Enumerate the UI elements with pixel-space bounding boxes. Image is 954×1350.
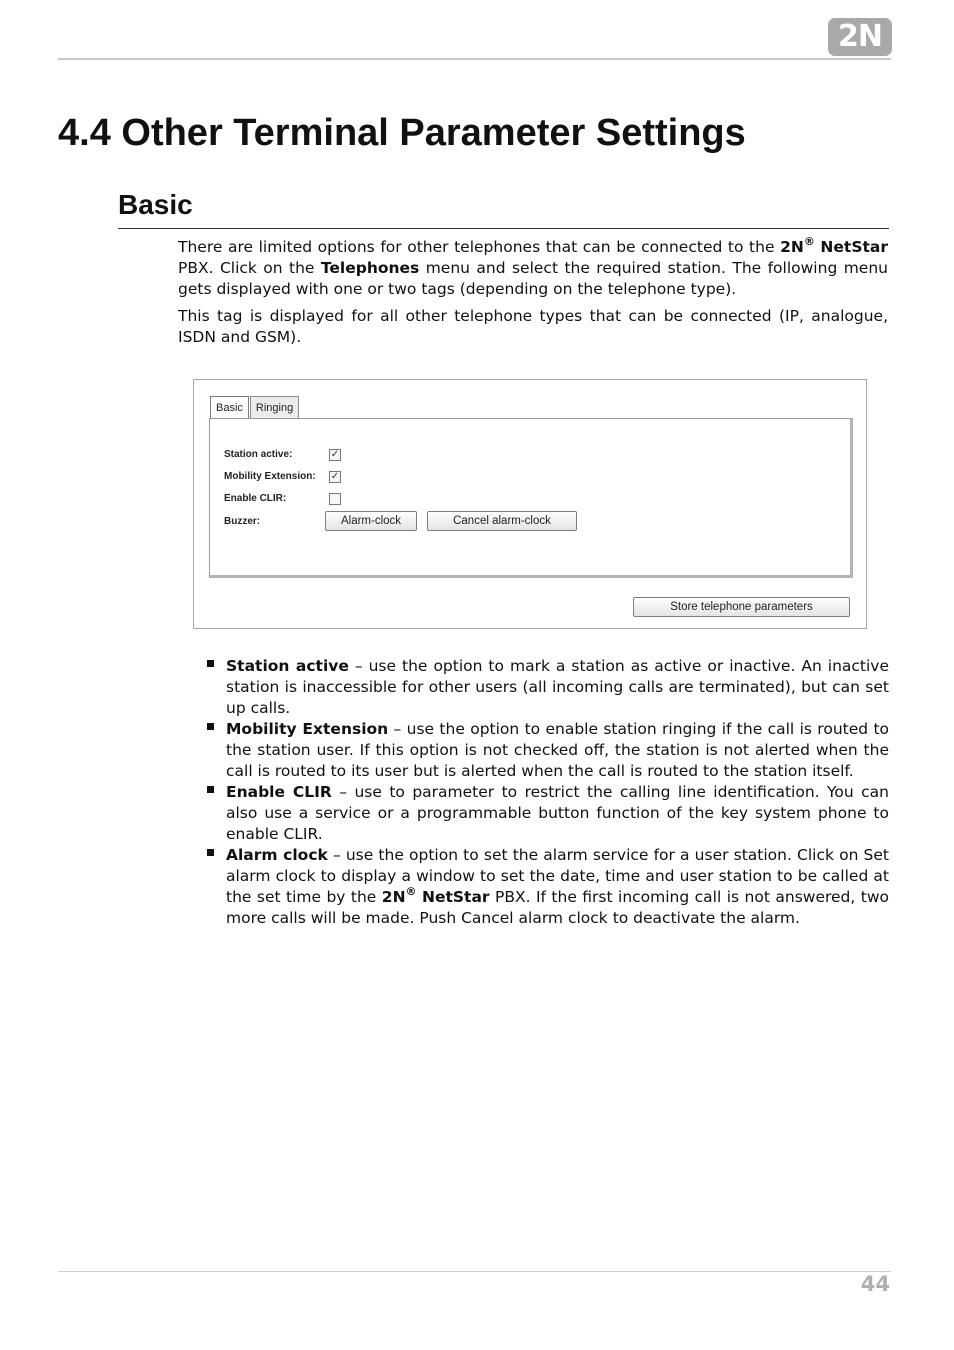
mobility-extension-label: Mobility Extension: [224,471,316,482]
brand-logo: 2N [828,18,892,56]
page-title: 4.4 Other Terminal Parameter Settings [58,112,746,154]
station-active-checkbox[interactable]: ✓ [330,449,340,460]
enable-clir-label: Enable CLIR: [224,493,287,504]
bullet-square-icon [207,849,214,856]
enable-clir-checkbox[interactable] [329,493,341,505]
list-item: Station active – use the option to mark a station as active or inactive. An inactive station is inaccessible for other users (all incoming calls are terminated), but can set up calls. [205,656,889,719]
telephone-settings-screenshot [193,379,867,629]
list-item: Alarm clock – use the option to set the alarm service for a user station. Click on Set alarm clock to display a window to set the date, time and user station to be called at the set time by the 2N® NetStar PBX. If the first incoming call is not answered, two more calls will be made. Push Cancel alarm clock to deactivate the alarm. [205,845,889,929]
bullet-square-icon [207,660,214,667]
header-rule [58,58,891,60]
bullet-square-icon [207,786,214,793]
tag-description-paragraph: This tag is displayed for all other telephone types that can be connected (IP, analogue, ISDN and GSM). [178,307,888,346]
section-heading: Basic [118,189,193,220]
buzzer-label: Buzzer: [224,516,261,527]
bullet-square-icon [207,723,214,730]
section-rule [118,228,889,229]
footer-rule [58,1271,891,1272]
option-descriptions [205,656,889,929]
tab-bar [210,396,300,418]
basic-tab-content [209,418,853,578]
list-item: Enable CLIR – use to parameter to restrict the calling line identification. You can also use a service or a programmable button function of the key system phone to enable CLIR. [205,782,889,845]
mobility-extension-checkbox[interactable]: ✓ [330,471,340,482]
intro-paragraph: There are limited options for other telephones that can be connected to the 2N® NetStar PBX. Click on the Telephones menu and select the required station. The following menu gets displayed with one or two tags (depending on the telephone type). [178,234,888,298]
store-telephone-parameters-button[interactable]: Store telephone parameters [633,597,850,617]
tab-basic[interactable]: Basic [210,396,249,421]
list-item: Mobility Extension – use the option to enable station ringing if the call is routed to the station user. If this option is not checked off, the station is not alerted when the call is routed to its user but is alerted when the call is routed to the station itself. [205,719,889,782]
station-active-label: Station active: [224,449,293,460]
alarm-clock-button[interactable]: Alarm-clock [325,511,417,531]
tab-ringing[interactable]: Ringing [250,396,299,419]
cancel-alarm-clock-button[interactable]: Cancel alarm-clock [427,511,577,531]
page-number: 44 [860,1272,890,1296]
